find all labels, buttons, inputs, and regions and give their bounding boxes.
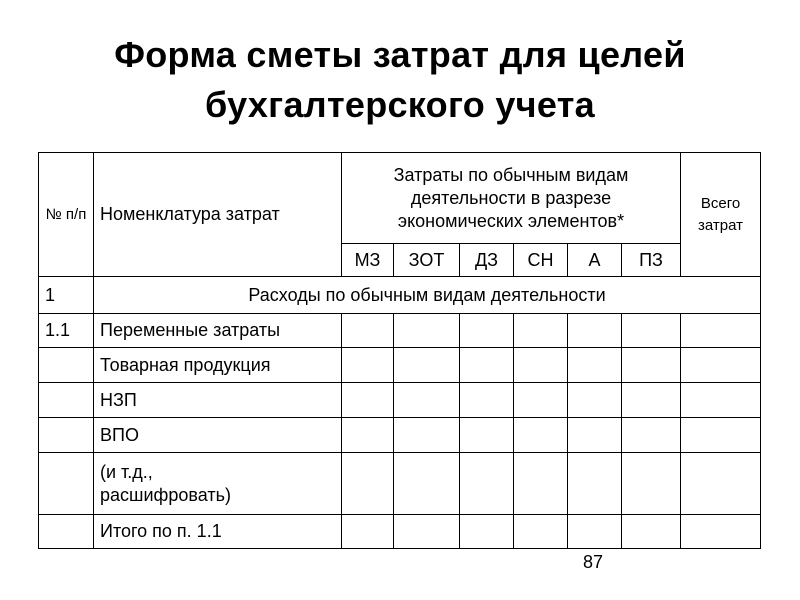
- table-row: [39, 515, 761, 549]
- row-num-cell: [39, 418, 94, 453]
- row-num-cell: [39, 453, 94, 515]
- empty-cell: [394, 348, 460, 383]
- row-label-cell: Итого по п. 1.1: [94, 515, 342, 549]
- empty-cell: [460, 453, 514, 515]
- empty-cell: [342, 418, 394, 453]
- empty-cell: [460, 314, 514, 348]
- empty-cell: [681, 418, 761, 453]
- slide-title-line-2: бухгалтерского учета: [205, 84, 595, 125]
- empty-cell: [342, 314, 394, 348]
- empty-cell: [681, 314, 761, 348]
- empty-cell: [514, 515, 568, 549]
- section-row: [39, 277, 761, 314]
- table-row: [39, 383, 761, 418]
- header-group-line-2: деятельности в разрезе: [410, 187, 612, 208]
- empty-cell: [342, 453, 394, 515]
- empty-cell: [622, 515, 681, 549]
- empty-cell: [460, 515, 514, 549]
- empty-cell: [568, 314, 622, 348]
- row-label-cell: ВПО: [94, 418, 342, 453]
- row-label-cell: Товарная продукция: [94, 348, 342, 383]
- empty-cell: [568, 383, 622, 418]
- section-num-cell: 1: [39, 277, 94, 314]
- header-element-mz: МЗ: [342, 244, 394, 277]
- header-element-dz: ДЗ: [460, 244, 514, 277]
- section-label-cell: Расходы по обычным видам деятельности: [94, 277, 761, 314]
- empty-cell: [394, 383, 460, 418]
- header-element-zot: ЗОТ: [394, 244, 460, 277]
- row-num-cell: [39, 383, 94, 418]
- empty-cell: [681, 453, 761, 515]
- empty-cell: [622, 314, 681, 348]
- empty-cell: [394, 453, 460, 515]
- empty-cell: [394, 418, 460, 453]
- empty-cell: [681, 515, 761, 549]
- empty-cell: [460, 418, 514, 453]
- row-label-line-1: (и т.д.,: [100, 461, 153, 482]
- empty-cell: [681, 348, 761, 383]
- empty-cell: [514, 314, 568, 348]
- row-num-cell: [39, 348, 94, 383]
- table-row: [39, 453, 761, 515]
- empty-cell: [568, 453, 622, 515]
- empty-cell: [514, 383, 568, 418]
- table-row: [39, 348, 761, 383]
- empty-cell: [681, 383, 761, 418]
- header-element-pz: ПЗ: [622, 244, 681, 277]
- slide-title: [0, 30, 800, 130]
- header-num-cell: № п/п: [39, 153, 94, 277]
- empty-cell: [622, 418, 681, 453]
- empty-cell: [568, 515, 622, 549]
- table-row: [39, 314, 761, 348]
- cost-estimate-table: [38, 152, 761, 549]
- header-nomenclature-cell: Номенклатура затрат: [94, 153, 342, 277]
- empty-cell: [342, 515, 394, 549]
- page-number: 87: [582, 552, 604, 572]
- header-element-sn: СН: [514, 244, 568, 277]
- empty-cell: [342, 383, 394, 418]
- empty-cell: [622, 453, 681, 515]
- header-group-line-3: экономических элементов*: [397, 210, 625, 231]
- empty-cell: [394, 314, 460, 348]
- empty-cell: [622, 348, 681, 383]
- empty-cell: [622, 383, 681, 418]
- table-row: [39, 418, 761, 453]
- empty-cell: [514, 453, 568, 515]
- row-label-cell: [94, 453, 342, 515]
- row-num-cell: [39, 515, 94, 549]
- row-label-cell: Переменные затраты: [94, 314, 342, 348]
- empty-cell: [460, 348, 514, 383]
- row-num-cell: 1.1: [39, 314, 94, 348]
- row-label-line-2: расшифровать): [100, 484, 231, 505]
- header-total-cell: Всего затрат: [681, 153, 761, 277]
- empty-cell: [514, 418, 568, 453]
- header-elements-group-cell: [342, 153, 681, 244]
- header-row: [39, 153, 761, 244]
- empty-cell: [342, 348, 394, 383]
- empty-cell: [460, 383, 514, 418]
- row-label-cell: НЗП: [94, 383, 342, 418]
- empty-cell: [394, 515, 460, 549]
- header-group-line-1: Затраты по обычным видам: [393, 164, 629, 185]
- empty-cell: [568, 418, 622, 453]
- header-element-a: А: [568, 244, 622, 277]
- slide-title-line-1: Форма сметы затрат для целей: [114, 34, 686, 75]
- empty-cell: [514, 348, 568, 383]
- empty-cell: [568, 348, 622, 383]
